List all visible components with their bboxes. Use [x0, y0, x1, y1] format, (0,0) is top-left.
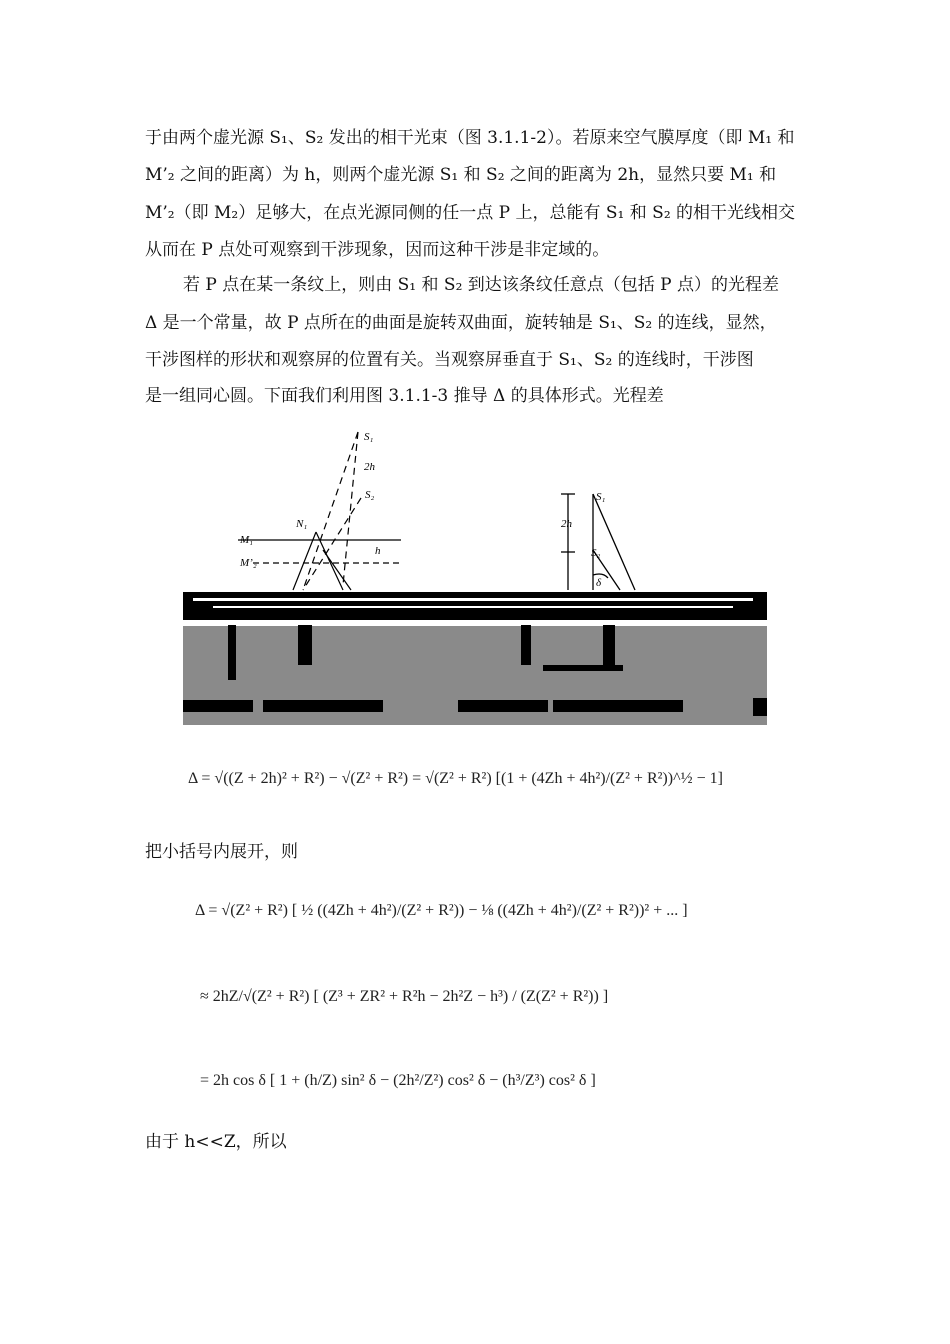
equation-4: = 2h cos δ [ 1 + (h/Z) sin² δ − (2h²/Z²) cos² δ − (h³/Z³) cos² δ ] — [200, 1072, 596, 1089]
paragraph1-line2: M’₂ 之间的距离）为 h，则两个虚光源 S₁ 和 S₂ 之间的距离为 2h，显然只要 M₁ 和 — [145, 165, 777, 185]
paragraph2-line3: 干涉图样的形状和观察屏的位置有关。当观察屏垂直于 S₁、S₂ 的连线时，干涉图 — [145, 350, 754, 370]
equation-2: Δ = √(Z² + R²) [ ½ ((4Zh + 4h²)/(Z² + R²)) − ⅛ ((4Zh + 4h²)/(Z² + R²))² + ... ] — [195, 902, 688, 919]
paragraph2-line1: 若 P 点在某一条纹上，则由 S₁ 和 S₂ 到达该条纹任意点（包括 P 点）的光程差 — [183, 275, 780, 295]
paragraph1-line1: 于由两个虚光源 S₁、S₂ 发出的相干光束（图 3.1.1-2）。若原来空气膜厚度（即 M₁ 和 — [145, 128, 795, 148]
label-n1: N₁ — [296, 518, 308, 530]
equation-1-right: [(1 + (4Zh + 4h²)/(Z² + R²))^½ − 1] — [495, 770, 723, 787]
equation-1-left: Δ = √((Z + 2h)² + R²) − √(Z² + R²) = √(Z² + R²) — [188, 770, 492, 787]
paragraph1-line3: M’₂（即 M₂）足够大，在点光源同侧的任一点 P 上，总能有 S₁ 和 S₂ 的相干光线相交 — [145, 203, 796, 223]
label-s1-right: S₁ — [596, 491, 606, 503]
label-m1: M₁ — [240, 534, 253, 546]
text-expand: 把小括号内展开，则 — [145, 842, 298, 862]
label-2h-left: 2h — [364, 461, 375, 473]
interference-figure — [183, 420, 767, 725]
equation-1 — [188, 770, 723, 788]
paragraph2-line4: 是一组同心圆。下面我们利用图 3.1.1-3 推导 Δ 的具体形式。光程差 — [145, 386, 664, 406]
equation-3: ≈ 2hZ/√(Z² + R²) [ (Z³ + ZR² + R²h − 2h²Z − h³) / (Z(Z² + R²)) ] — [200, 988, 609, 1005]
label-delta: δ — [596, 577, 602, 589]
paragraph2-line2: Δ 是一个常量，故 P 点所在的曲面是旋转双曲面，旋转轴是 S₁、S₂ 的连线，显然， — [145, 313, 777, 333]
label-s2-right: S₂ — [591, 547, 601, 559]
label-s1-left: S₁ — [364, 431, 374, 443]
paragraph1-line4: 从而在 P 点处可观察到干涉现象，因而这种干涉是非定域的。 — [145, 240, 610, 260]
label-m2p: M’₂ — [240, 557, 257, 569]
label-h: h — [375, 545, 381, 557]
label-2h-right: 2h — [561, 518, 572, 530]
text-since: 由于 h<<Z，所以 — [145, 1132, 287, 1152]
label-s2-left: S₂ — [365, 489, 375, 501]
